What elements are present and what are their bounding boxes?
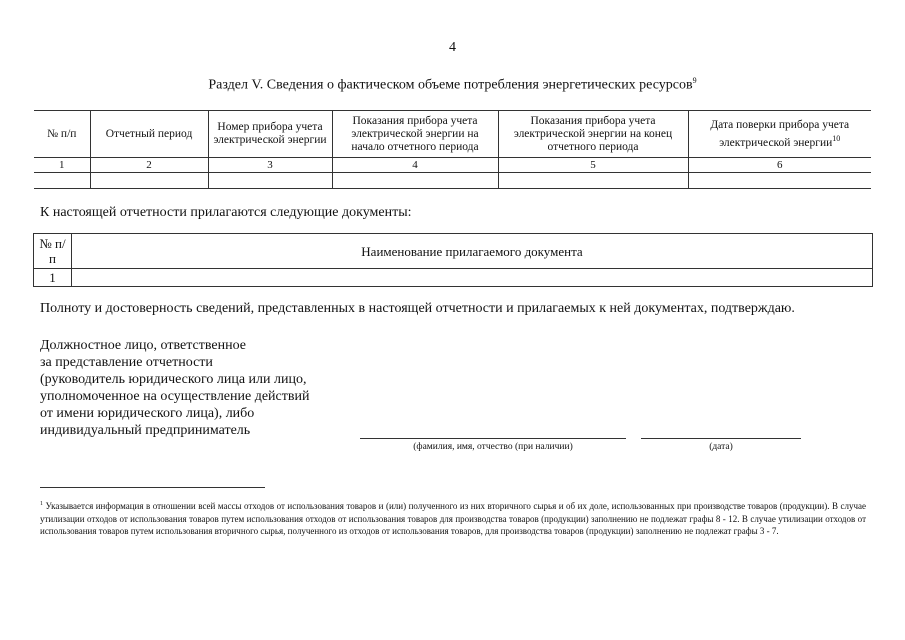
column-number-cell: 5 <box>498 158 688 173</box>
empty-cell <box>90 173 208 189</box>
section-title-text: Раздел V. Сведения о фактическом объеме потребления энергетических ресурсов <box>208 77 693 93</box>
official-line: Должностное лицо, ответственное <box>40 338 246 353</box>
energy-header-verification-date <box>688 111 871 158</box>
empty-cell <box>498 173 688 189</box>
footnote-mark: 1 <box>40 501 43 507</box>
energy-header-number: № п/п <box>34 111 90 158</box>
empty-cell <box>34 173 90 189</box>
official-line: уполномоченное на осуществление действий <box>40 389 310 404</box>
energy-table-column-numbers-row <box>34 158 871 173</box>
energy-consumption-table <box>34 110 871 189</box>
official-line: за представление отчетности <box>40 355 213 370</box>
energy-header-reading-start: Показания прибора учета электрической энергии на начало отчетного периода <box>332 111 498 158</box>
docs-row-number: 1 <box>34 269 72 287</box>
page-number: 4 <box>449 40 456 55</box>
column-number-cell: 3 <box>208 158 332 173</box>
official-line: индивидуальный предприниматель <box>40 423 251 438</box>
footnote-text: Указывается информация в отношении всей массы отходов от использования товаров и (или) полученного из них вторичного сырья и об их доле, использованных при производстве товаров (продукции). В случае утилизации отходов от использования товаров путем использования отходов от использования товаров для производства товаров (продукции) заполнению не подлежат графы 8 - 12. В случае утилизации отходов от использования товаров путем использования вторичного сырья, полученного из отходов от использования товаров, для производства товаров (продукции) заполнению не подлежат графы 3 - 7. <box>40 501 867 536</box>
official-line: (руководитель юридического лица или лицо, <box>40 372 307 387</box>
official-line: от имени юридического лица), либо <box>40 406 255 421</box>
column-number-cell: 6 <box>688 158 871 173</box>
footnote <box>40 498 866 538</box>
docs-header-name: Наименование прилагаемого документа <box>72 234 873 269</box>
energy-header-footnote-mark: 10 <box>832 133 841 143</box>
name-signature-line <box>360 438 626 439</box>
attached-documents-table <box>33 233 873 287</box>
docs-table-header-row <box>34 234 873 269</box>
responsible-official-block <box>40 337 340 439</box>
section-title <box>0 76 905 94</box>
column-number-cell: 2 <box>90 158 208 173</box>
docs-table-row <box>34 269 873 287</box>
docs-header-number: № п/п <box>34 234 72 269</box>
empty-cell <box>688 173 871 189</box>
footnote-separator <box>40 487 265 488</box>
date-signature-caption: (дата) <box>709 442 733 452</box>
energy-header-meter-number: Номер прибора учета электрической энергии <box>208 111 332 158</box>
energy-header-period: Отчетный период <box>90 111 208 158</box>
docs-row-name <box>72 269 873 287</box>
energy-table-header-row <box>34 111 871 158</box>
date-signature-line <box>641 438 801 439</box>
column-number-cell: 1 <box>34 158 90 173</box>
energy-table-empty-row <box>34 173 871 189</box>
empty-cell <box>208 173 332 189</box>
column-number-cell: 4 <box>332 158 498 173</box>
section-title-footnote-mark: 9 <box>692 76 697 85</box>
energy-header-verification-date-text: Дата поверки прибора учета электрической энергии <box>710 118 850 149</box>
attached-documents-intro: К настоящей отчетности прилагаются следующие документы: <box>40 205 412 220</box>
empty-cell <box>332 173 498 189</box>
energy-header-reading-end: Показания прибора учета электрической энергии на конец отчетного периода <box>498 111 688 158</box>
name-signature-caption: (фамилия, имя, отчество (при наличии) <box>413 442 573 452</box>
confirmation-statement: Полноту и достоверность сведений, представленных в настоящей отчетности и прилагаемых к ней документах, подтверждаю. <box>40 301 795 316</box>
